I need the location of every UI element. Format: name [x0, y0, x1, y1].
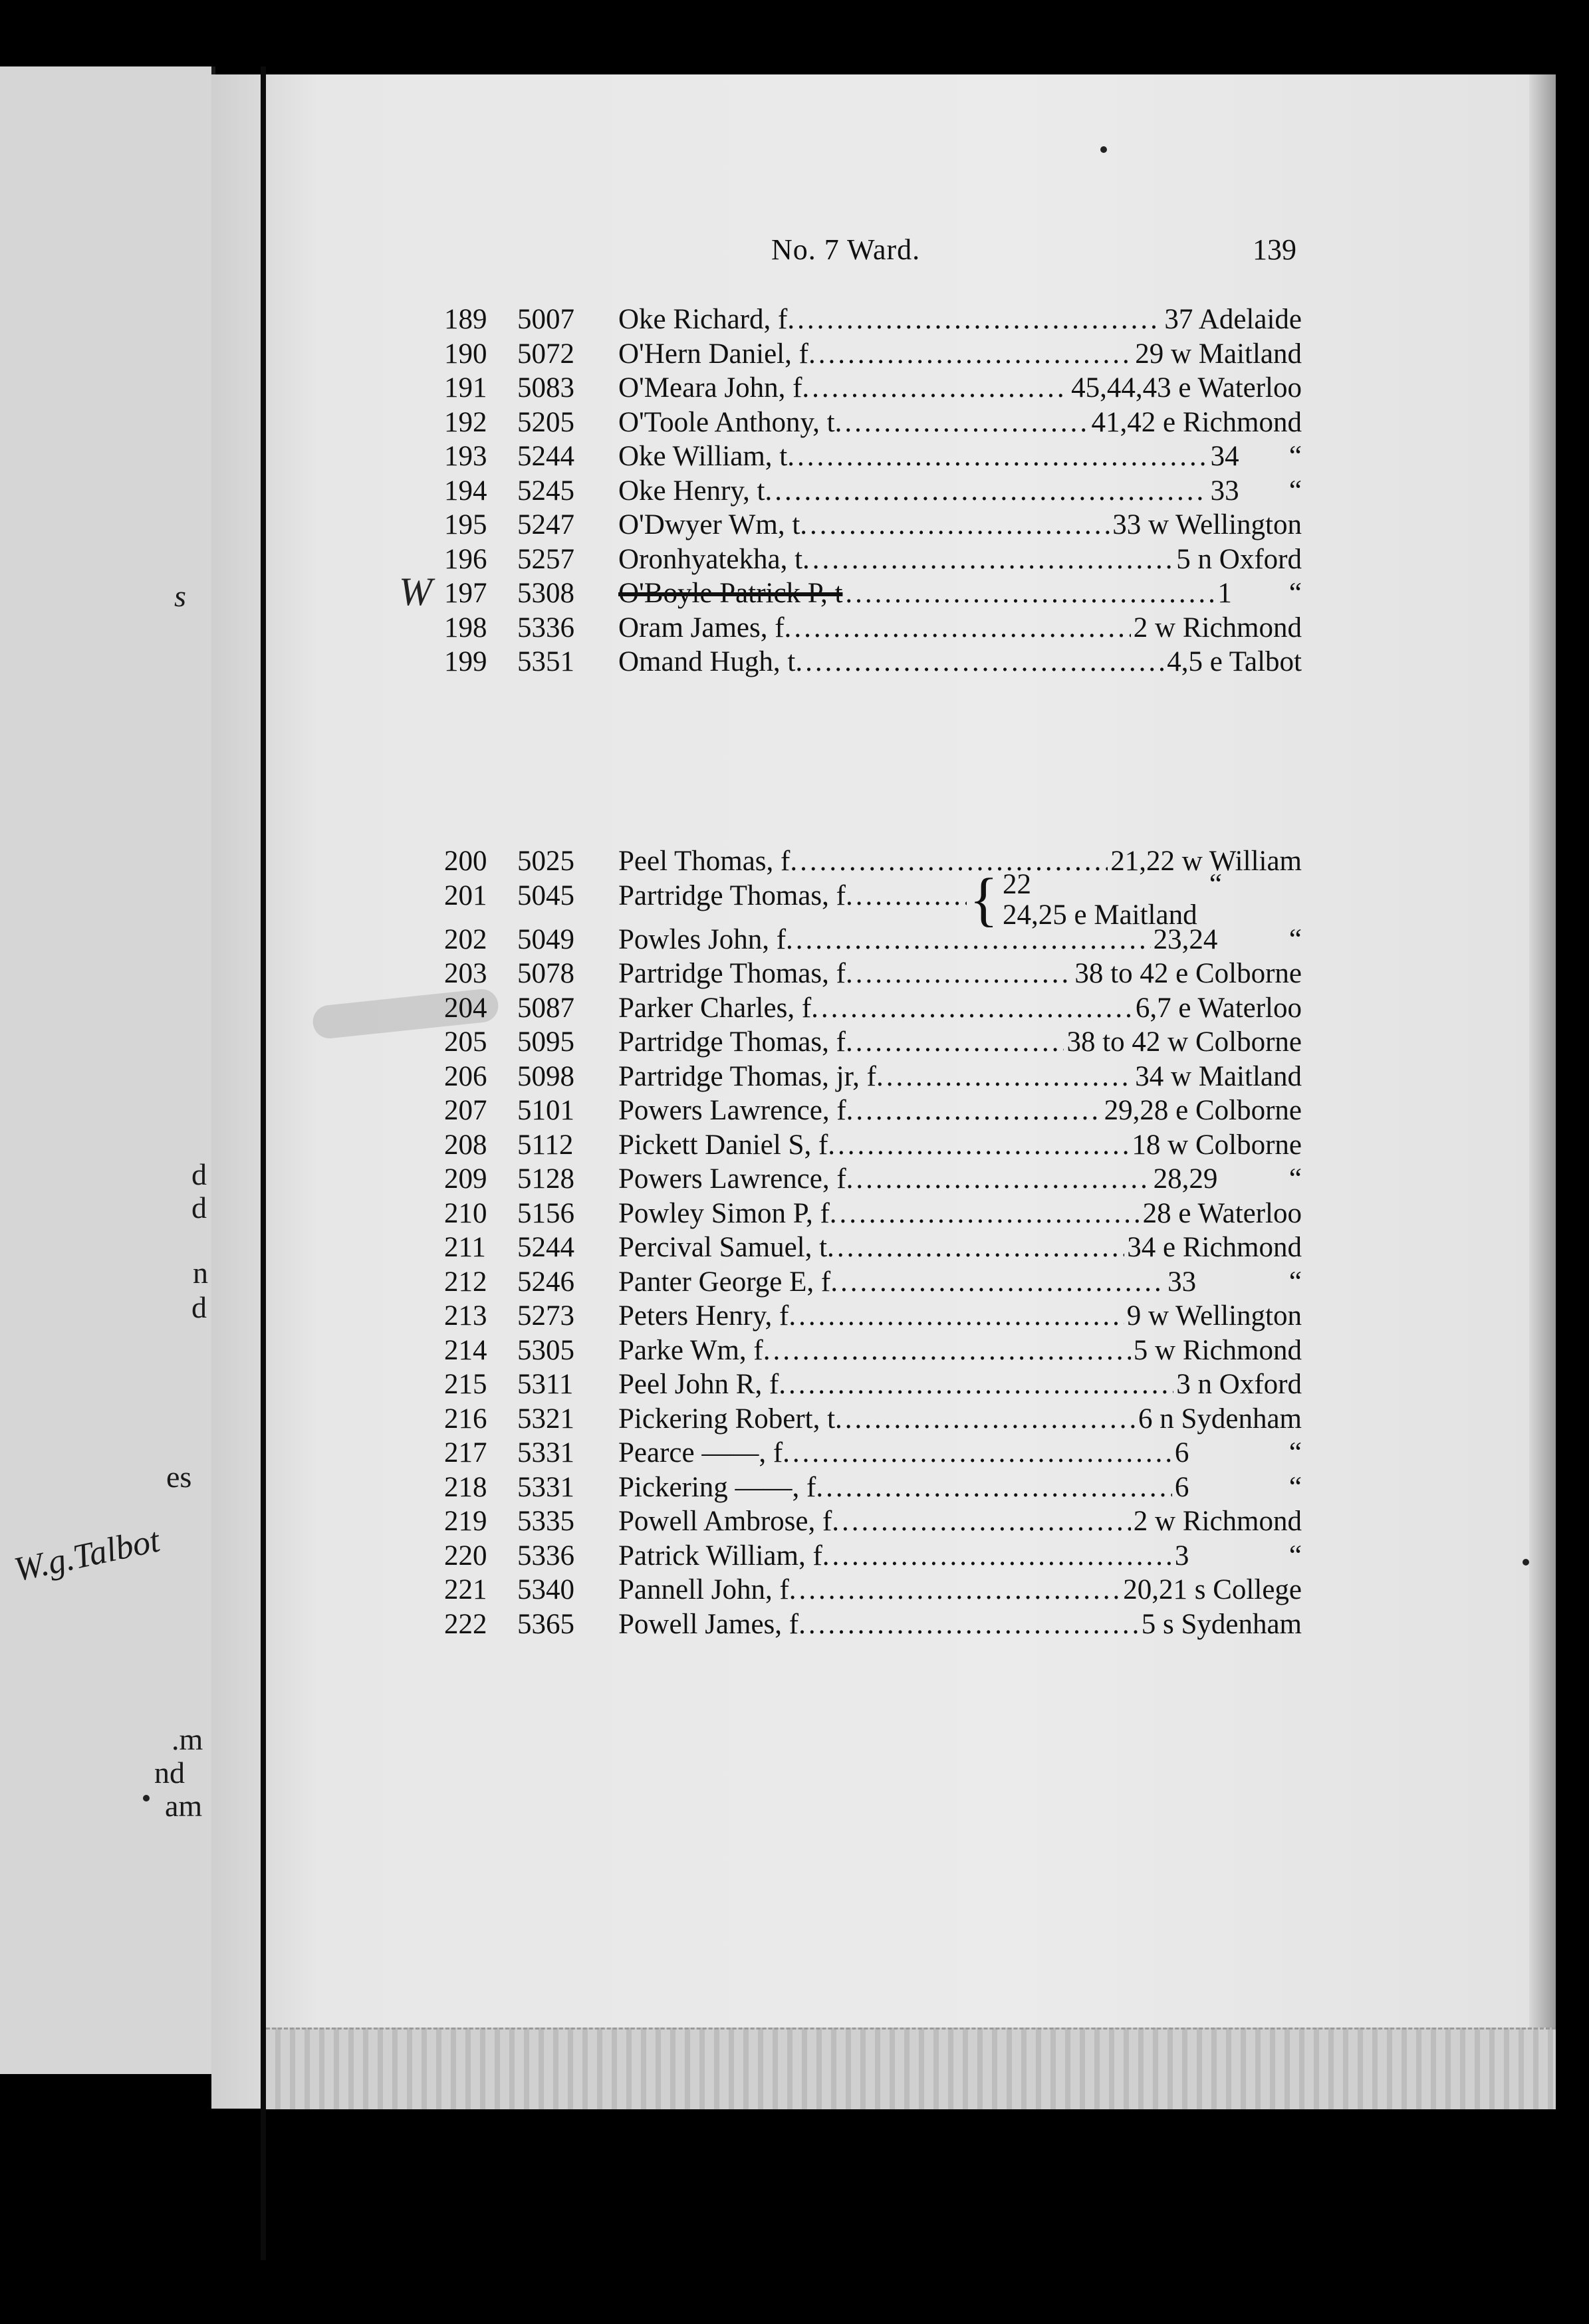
row-number: 200 — [444, 846, 487, 877]
dot-leader — [812, 542, 1174, 577]
row-entry — [618, 1060, 1302, 1094]
voter-name: Oronhyatekha, t. — [618, 543, 810, 575]
roll-number: 5331 — [517, 1437, 574, 1468]
row-entry — [618, 337, 1302, 372]
row-entry — [618, 1230, 1302, 1265]
roll-number: 5336 — [517, 1540, 574, 1571]
ward-title: No. 7 Ward. — [771, 233, 921, 266]
roll-number: 5098 — [517, 1060, 574, 1092]
roll-number: 5095 — [517, 1026, 574, 1058]
table-row — [444, 1334, 1302, 1368]
roll-number: 5340 — [517, 1574, 574, 1605]
dot-leader — [789, 1367, 1173, 1402]
table-row — [444, 1025, 1302, 1060]
row-number: 191 — [444, 372, 487, 404]
table-row — [444, 576, 1302, 611]
dot-leader — [821, 991, 1133, 1026]
roll-number: 5336 — [517, 612, 574, 643]
roll-number: 5247 — [517, 509, 574, 540]
voter-name: Pickering ——, f. — [618, 1471, 824, 1503]
row-entry — [618, 991, 1302, 1026]
ink-speck — [143, 1795, 150, 1801]
roll-number: 5365 — [517, 1608, 574, 1640]
roll-number: 5128 — [517, 1163, 574, 1195]
roll-number: 5007 — [517, 304, 574, 335]
row-entry — [618, 1162, 1302, 1197]
row-entry — [618, 1265, 1302, 1300]
street-address: 3 “ — [1174, 1540, 1302, 1571]
left-page-text: d — [191, 1157, 207, 1191]
row-number: 189 — [444, 304, 487, 335]
table-row — [444, 1162, 1302, 1197]
street-address: 33 “ — [1210, 475, 1302, 507]
row-number: 211 — [444, 1232, 486, 1263]
voter-name: Powers Lawrence, f. — [618, 1163, 854, 1195]
street-address: 21,22 w William — [1110, 846, 1302, 877]
voter-name: Powell James, f. — [618, 1608, 806, 1640]
row-entry — [618, 439, 1302, 474]
street-address: 23,24 “ — [1153, 923, 1302, 955]
street-address: 33 “ — [1167, 1266, 1302, 1298]
roll-number: 5331 — [517, 1471, 574, 1503]
row-number: 204 — [444, 992, 487, 1024]
row-entry — [618, 508, 1302, 542]
street-address: 4,5 e Talbot — [1167, 646, 1302, 677]
roll-number: 5078 — [517, 958, 574, 989]
roll-number: 5156 — [517, 1197, 574, 1229]
left-page-text: n — [193, 1256, 208, 1290]
table-row — [444, 474, 1302, 509]
left-page-text: es — [166, 1460, 192, 1494]
table-row — [444, 1299, 1302, 1334]
voter-name: Powell Ambrose, f. — [618, 1506, 840, 1537]
roll-number: 5244 — [517, 1232, 574, 1263]
voter-name: Partridge Thomas, jr, f. — [618, 1060, 884, 1092]
voter-list-p-section — [444, 844, 1302, 1641]
row-number: 193 — [444, 441, 487, 472]
row-entry — [618, 1094, 1302, 1128]
row-entry — [618, 957, 1302, 991]
row-number: 209 — [444, 1163, 487, 1195]
left-page-text: am — [165, 1789, 203, 1823]
row-entry — [618, 576, 1302, 611]
street-address: 28 e Waterloo — [1142, 1197, 1302, 1229]
row-number: 213 — [444, 1300, 487, 1332]
left-page-text: d — [191, 1191, 207, 1224]
left-page-text: nd — [154, 1756, 185, 1790]
street-address: 6 “ — [1174, 1437, 1302, 1468]
voter-name: Parke Wm, f. — [618, 1334, 771, 1366]
left-page-text: d — [191, 1290, 207, 1324]
table-row — [444, 337, 1302, 372]
row-number: 206 — [444, 1060, 487, 1092]
roll-number: 5308 — [517, 578, 574, 609]
dot-leader — [845, 1402, 1136, 1437]
table-row — [444, 1094, 1302, 1128]
table-row — [444, 1230, 1302, 1265]
row-number: 221 — [444, 1574, 487, 1605]
table-row — [444, 439, 1302, 474]
row-entry — [618, 1025, 1302, 1060]
row-entry — [618, 1402, 1302, 1437]
row-number: 219 — [444, 1506, 487, 1537]
table-row — [444, 508, 1302, 542]
table-row — [444, 1265, 1302, 1300]
row-entry — [618, 1539, 1302, 1573]
row-entry — [618, 1299, 1302, 1334]
table-row — [444, 957, 1302, 991]
voter-name: Panter George E, f. — [618, 1266, 838, 1298]
row-entry — [618, 406, 1302, 440]
row-number: 210 — [444, 1197, 487, 1229]
street-address: 6,7 e Waterloo — [1135, 992, 1302, 1024]
dot-leader — [838, 1128, 1129, 1163]
dot-leader — [856, 1094, 1101, 1128]
table-row — [444, 844, 1302, 879]
table-row — [444, 1402, 1302, 1437]
row-number: 214 — [444, 1334, 487, 1366]
row-number: 216 — [444, 1403, 487, 1435]
row-number: 212 — [444, 1266, 487, 1298]
left-page-text: s — [174, 579, 186, 613]
row-entry — [618, 542, 1302, 577]
roll-number: 5045 — [517, 879, 574, 911]
voter-name: Patrick William, f. — [618, 1540, 830, 1571]
table-row — [444, 923, 1302, 957]
voter-name: Pickering Robert, t. — [618, 1403, 842, 1435]
table-row — [444, 302, 1302, 337]
ink-speck — [1523, 1559, 1529, 1566]
roll-number: 5072 — [517, 338, 574, 370]
table-row — [444, 1607, 1302, 1642]
dot-leader — [840, 1265, 1165, 1300]
street-address: 33 w Wellington — [1112, 509, 1302, 540]
roll-number: 5049 — [517, 923, 574, 955]
voter-name: O'Boyle Patrick P, t — [618, 578, 843, 609]
voter-name: Pearce ——, f. — [618, 1437, 790, 1468]
table-row — [444, 866, 1302, 933]
dot-leader — [808, 1607, 1139, 1642]
voter-name: Peel John R, f. — [618, 1369, 787, 1400]
ditto-mark: “ — [1209, 868, 1222, 900]
torn-page-edge — [266, 2028, 1556, 2109]
voter-name: Pickett Daniel S, f. — [618, 1129, 836, 1161]
row-number: 196 — [444, 543, 487, 575]
street-address: 41,42 e Richmond — [1091, 406, 1302, 438]
voter-name: Powles John, f. — [618, 923, 793, 955]
table-row — [444, 542, 1302, 577]
roll-number: 5246 — [517, 1266, 574, 1298]
roll-number: 5273 — [517, 1300, 574, 1332]
voter-name: O'Dwyer Wm, t. — [618, 509, 808, 540]
row-entry — [618, 1470, 1302, 1505]
street-address: 3 n Oxford — [1176, 1369, 1302, 1400]
table-row — [444, 1539, 1302, 1573]
row-number: 198 — [444, 612, 487, 643]
row-entry — [618, 474, 1302, 509]
row-number: 190 — [444, 338, 487, 370]
voter-name: Peel Thomas, f. — [618, 846, 798, 877]
row-entry — [618, 1128, 1302, 1163]
voter-list-o-section — [444, 302, 1302, 679]
street-address: 20,21 s College — [1123, 1574, 1302, 1605]
dot-leader — [856, 879, 967, 913]
street-address: 2 w Richmond — [1133, 612, 1302, 643]
street-address: 45,44,43 e Waterloo — [1071, 372, 1302, 404]
row-number: 218 — [444, 1471, 487, 1503]
dot-leader — [844, 406, 1088, 440]
roll-number: 5335 — [517, 1506, 574, 1537]
street-address: 6 n Sydenham — [1138, 1403, 1302, 1435]
street-address: 38 to 42 e Colborne — [1074, 958, 1302, 989]
row-entry — [618, 1367, 1302, 1402]
street-address: 18 w Colborne — [1132, 1129, 1302, 1161]
table-row — [444, 991, 1302, 1026]
dot-leader — [840, 1197, 1140, 1231]
dot-leader — [832, 1539, 1172, 1573]
row-entry — [618, 302, 1302, 337]
roll-number: 5245 — [517, 475, 574, 507]
dot-leader — [796, 923, 1151, 957]
dot-leader — [842, 1504, 1131, 1539]
dot-leader — [797, 302, 1161, 337]
voter-name: Partridge Thomas, f. — [618, 879, 853, 911]
table-row — [444, 1470, 1302, 1505]
roll-number: 5025 — [517, 846, 574, 877]
table-row — [444, 1060, 1302, 1094]
row-entry — [618, 879, 969, 913]
voter-name: Oram James, f. — [618, 612, 792, 643]
voter-name: Peters Henry, f. — [618, 1300, 796, 1332]
voter-name: Powley Simon P, f. — [618, 1197, 837, 1229]
row-entry — [618, 844, 1302, 879]
street-address: 2 w Richmond — [1133, 1506, 1302, 1537]
dot-leader — [810, 508, 1110, 542]
row-number: 208 — [444, 1129, 487, 1161]
voter-name: Parker Charles, f. — [618, 992, 818, 1024]
gutter-divider — [261, 66, 266, 2260]
page-header — [771, 233, 1296, 273]
table-row — [444, 406, 1302, 440]
row-number: 222 — [444, 1608, 487, 1640]
dot-leader — [818, 337, 1132, 372]
voter-name: O'Hern Daniel, f. — [618, 338, 816, 370]
table-row — [444, 371, 1302, 406]
voter-name: O'Toole Anthony, t. — [618, 406, 842, 438]
street-address: 34 w Maitland — [1135, 1060, 1302, 1092]
dot-leader — [812, 371, 1068, 406]
table-row — [444, 1436, 1302, 1470]
table-row — [444, 1128, 1302, 1163]
row-entry — [618, 923, 1302, 957]
table-row — [444, 611, 1302, 645]
row-entry — [618, 1573, 1302, 1607]
street-address: 5 w Richmond — [1133, 1334, 1302, 1366]
roll-number: 5351 — [517, 646, 574, 677]
row-entry — [618, 645, 1302, 679]
left-page-fragment — [0, 66, 215, 2074]
street-address: 34 “ — [1210, 441, 1302, 472]
row-number: 203 — [444, 958, 487, 989]
row-entry — [618, 371, 1302, 406]
table-row — [444, 1367, 1302, 1402]
dot-leader — [799, 1573, 1121, 1607]
voter-name: Partridge Thomas, f. — [618, 958, 853, 989]
roll-number: 5311 — [517, 1369, 574, 1400]
dot-leader — [856, 1162, 1150, 1197]
row-number: 195 — [444, 509, 487, 540]
margin-handwritten-mark: W — [399, 570, 432, 614]
dot-leader — [805, 645, 1164, 679]
dot-leader — [886, 1060, 1132, 1094]
row-number: 215 — [444, 1369, 487, 1400]
left-page-handwriting: W.g.Talbot — [11, 1521, 164, 1589]
row-number: 201 — [444, 879, 487, 911]
voter-name: Pannell John, f. — [618, 1574, 796, 1605]
table-row — [444, 1573, 1302, 1607]
street-address: 9 w Wellington — [1126, 1300, 1302, 1332]
dot-leader — [856, 1025, 1064, 1060]
page-edge — [1529, 74, 1556, 2109]
roll-number: 5205 — [517, 406, 574, 438]
ink-speck — [1100, 146, 1107, 153]
roll-number: 5244 — [517, 441, 574, 472]
dot-leader — [800, 844, 1108, 879]
address-line: 24,25 e Maitland — [1003, 899, 1197, 931]
street-address: 1 “ — [1217, 578, 1302, 609]
row-number: 205 — [444, 1026, 487, 1058]
street-address: 28,29 “ — [1153, 1163, 1302, 1195]
row-entry — [618, 1607, 1302, 1642]
row-entry — [618, 1436, 1302, 1470]
dot-leader — [773, 1334, 1130, 1368]
dot-leader — [826, 1470, 1172, 1505]
row-number: 194 — [444, 475, 487, 507]
street-address: 5 n Oxford — [1176, 543, 1302, 575]
row-entry — [618, 1334, 1302, 1368]
voter-name: Oke William, t. — [618, 441, 794, 472]
dot-leader — [793, 1436, 1172, 1470]
street-address: 37 Adelaide — [1164, 304, 1302, 335]
row-number: 192 — [444, 406, 487, 438]
street-address: 34 e Richmond — [1127, 1232, 1302, 1263]
street-address: 6 “ — [1174, 1471, 1302, 1503]
dot-leader — [845, 576, 1215, 611]
row-number: 197 — [444, 578, 487, 609]
left-page-text: .m — [172, 1722, 203, 1756]
dot-leader — [837, 1230, 1124, 1265]
dot-leader — [775, 474, 1207, 509]
roll-number: 5101 — [517, 1095, 574, 1126]
row-number: 199 — [444, 646, 487, 677]
voter-name: Percival Samuel, t. — [618, 1232, 834, 1263]
roll-number: 5257 — [517, 543, 574, 575]
voter-name: Oke Henry, t. — [618, 475, 773, 507]
dot-leader — [798, 1299, 1124, 1334]
voter-name: O'Meara John, f. — [618, 372, 810, 404]
voter-name: Partridge Thomas, f. — [618, 1026, 853, 1058]
row-number: 207 — [444, 1095, 487, 1126]
voter-name: Omand Hugh, t. — [618, 646, 803, 677]
address-line: 22 — [1003, 868, 1031, 900]
table-row — [444, 1197, 1302, 1231]
row-entry — [618, 1197, 1302, 1231]
row-entry — [618, 1504, 1302, 1539]
row-entry — [618, 611, 1302, 645]
street-address: 29,28 e Colborne — [1104, 1095, 1302, 1126]
row-number: 202 — [444, 923, 487, 955]
brace-icon: { — [969, 866, 999, 933]
roll-number: 5083 — [517, 372, 574, 404]
dot-leader — [856, 957, 1072, 991]
row-number: 217 — [444, 1437, 487, 1468]
roll-number: 5087 — [517, 992, 574, 1024]
roll-number: 5305 — [517, 1334, 574, 1366]
street-address: 38 to 42 w Colborne — [1066, 1026, 1302, 1058]
roll-number: 5321 — [517, 1403, 574, 1435]
voter-name: Oke Richard, f. — [618, 304, 795, 335]
page-number: 139 — [1253, 233, 1296, 266]
voter-name: Powers Lawrence, f. — [618, 1095, 854, 1126]
table-row — [444, 1504, 1302, 1539]
row-number: 220 — [444, 1540, 487, 1571]
street-address: 29 w Maitland — [1135, 338, 1302, 370]
roll-number: 5112 — [517, 1129, 574, 1161]
table-row — [444, 645, 1302, 679]
street-address: 5 s Sydenham — [1141, 1608, 1302, 1640]
dot-leader — [797, 439, 1208, 474]
dot-leader — [794, 611, 1130, 645]
